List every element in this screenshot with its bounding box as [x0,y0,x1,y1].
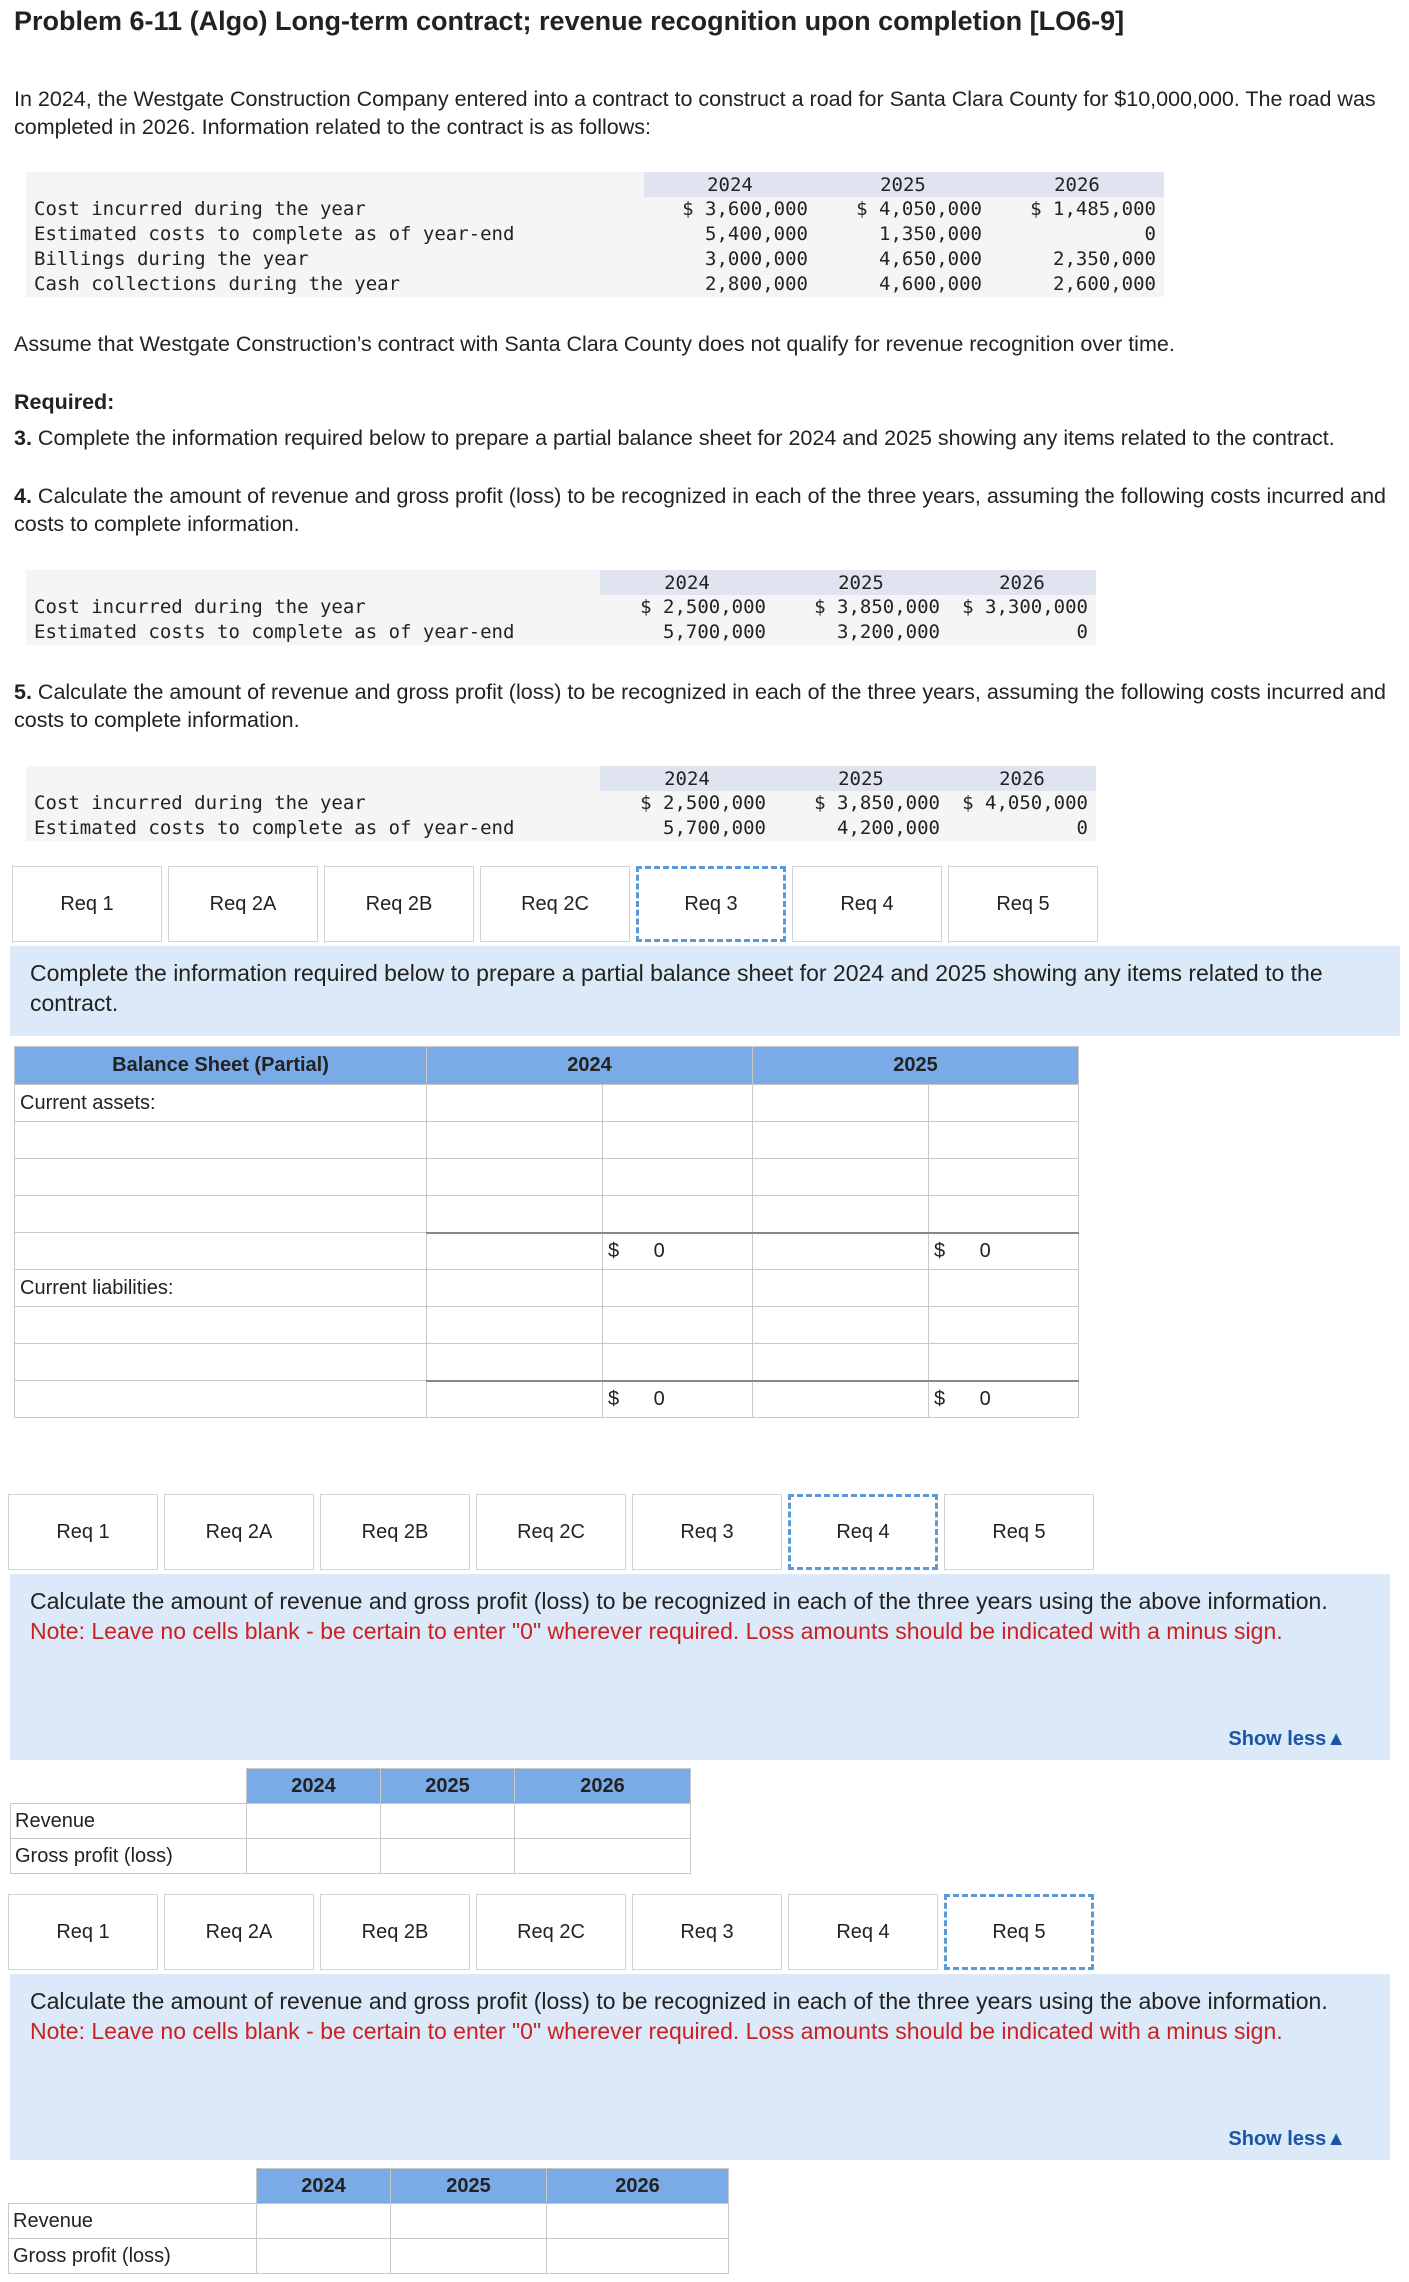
year-header: 2026 [948,570,1096,595]
liability-label-input[interactable] [15,1344,427,1381]
input-cell[interactable] [753,1270,929,1307]
asset-label-input[interactable] [15,1196,427,1233]
dollar-sign: $ [934,1239,946,1262]
input-cell[interactable] [427,1085,603,1122]
req4-data-table [26,570,1096,645]
assets-total-2024 [603,1233,753,1270]
req4-instruction: Calculate the amount of revenue and gross profit (loss) to be recognized in each of the three years using the above information. [30,1588,1328,1614]
input-cell[interactable] [427,1381,603,1418]
req4-description: Calculate the amount of revenue and gross profit (loss) to be recognized in each of the three years, assuming the following costs incurred and costs to complete information. [14,484,1386,536]
input-cell[interactable] [753,1196,929,1233]
row-label: Estimated costs to complete as of year-end [26,620,600,645]
input-cell[interactable] [381,1804,515,1839]
cell-value: 1,350,000 [816,222,990,247]
assets-total-2025 [929,1233,1079,1270]
year-header: 2025 [816,172,990,197]
tab-req-2b[interactable]: Req 2B [320,1494,470,1570]
row-label: Cash collections during the year [26,272,644,297]
cell-value: $ 4,050,000 [816,197,990,222]
input-cell[interactable] [257,2239,391,2274]
year-header: 2026 [515,1769,691,1804]
year-header: 2024 [257,2169,391,2204]
req4-revenue-table [10,1768,691,1874]
year-header: 2026 [948,766,1096,791]
input-cell[interactable] [247,1804,381,1839]
tab-req-2b[interactable]: Req 2B [324,866,474,942]
year-header: 2025 [381,1769,515,1804]
req5-instruction: Calculate the amount of revenue and gross profit (loss) to be recognized in each of the three years using the above information. [30,1988,1328,2014]
required-heading: Required: [14,390,115,414]
input-cell[interactable] [753,1159,929,1196]
input-cell[interactable] [753,1381,929,1418]
input-cell[interactable] [603,1085,753,1122]
tab-req-2a[interactable]: Req 2A [164,1894,314,1970]
cell-value: 5,700,000 [600,620,774,645]
current-assets-label: Current assets: [15,1085,427,1122]
requirement-tabs [8,1494,1100,1572]
cell-value: $ 2,500,000 [600,595,774,620]
year-header: 2025 [391,2169,547,2204]
year-header: 2024 [644,172,816,197]
tab-req-4[interactable]: Req 4 [792,866,942,942]
year-header: 2026 [990,172,1164,197]
input-cell[interactable] [753,1344,929,1381]
cell-value: $ 1,485,000 [990,197,1164,222]
req4-note: Note: Leave no cells blank - be certain to enter "0" wherever required. Loss amounts should be indicated with a minus sign. [30,1618,1283,1644]
input-cell[interactable] [381,1839,515,1874]
input-cell[interactable] [391,2239,547,2274]
req3-text [14,424,1399,452]
cell-value: 3,000,000 [644,247,816,272]
tab-req-4[interactable]: Req 4 [788,1894,938,1970]
liability-label-input[interactable] [15,1307,427,1344]
show-less-link[interactable]: Show less▲ [1228,1728,1346,1750]
input-cell[interactable] [427,1344,603,1381]
input-cell[interactable] [257,2204,391,2239]
empty-header [11,1769,247,1804]
req3-description: Complete the information required below to prepare a partial balance sheet for 2024 and 2025 showing any items related to the contract. [31,426,1335,450]
tab-req-2a[interactable]: Req 2A [164,1494,314,1570]
tab-req-2c[interactable]: Req 2C [480,866,630,942]
revenue-label: Revenue [9,2204,257,2239]
asset-label-input[interactable] [15,1122,427,1159]
input-cell[interactable] [603,1159,753,1196]
input-cell[interactable] [427,1233,603,1270]
cell-value: 5,700,000 [600,816,774,841]
requirement-tabs [12,866,1104,944]
input-cell[interactable] [427,1307,603,1344]
cell-value: 0 [948,620,1096,645]
cell-value: 2,600,000 [990,272,1164,297]
req3-number: 3. [14,426,32,450]
row-label: Billings during the year [26,247,644,272]
tab-req-5[interactable]: Req 5 [944,1894,1094,1970]
cell-value: $ 3,600,000 [644,197,816,222]
gross-profit-label: Gross profit (loss) [9,2239,257,2274]
input-cell[interactable] [515,1804,691,1839]
input-cell[interactable] [247,1839,381,1874]
requirement-tabs [8,1894,1100,1972]
cell-value: 5,400,000 [644,222,816,247]
req4-text [14,482,1399,538]
input-cell[interactable] [929,1122,1079,1159]
total-row-label [15,1233,427,1270]
dollar-sign: $ [608,1387,620,1410]
balance-sheet-header: Balance Sheet (Partial) [15,1047,427,1085]
req5-number: 5. [14,680,32,704]
req4-number: 4. [14,484,32,508]
input-cell[interactable] [603,1122,753,1159]
intro-text: In 2024, the Westgate Construction Company entered into a contract to construct a road for Santa Clara County for $10,000,000. The road was completed in 2026. Information related to the contract is as follows: [14,87,1376,139]
dollar-sign: $ [934,1387,946,1410]
cell-value: 4,200,000 [774,816,948,841]
year-header: 2024 [600,570,774,595]
total-value: 0 [979,1387,991,1410]
cell-value: 4,650,000 [816,247,990,272]
year-header: 2024 [247,1769,381,1804]
input-cell[interactable] [929,1307,1079,1344]
tab-req-5[interactable]: Req 5 [948,866,1098,942]
cell-value: $ 4,050,000 [948,791,1096,816]
total-value: 0 [653,1387,665,1410]
req3-instruction: Complete the information required below to prepare a partial balance sheet for 2024 and 2025 showing any items related to the contract. [10,946,1400,1036]
year-header: 2025 [774,570,948,595]
liabilities-total-2024 [603,1381,753,1418]
req5-description: Calculate the amount of revenue and gross profit (loss) to be recognized in each of the three years, assuming the following costs incurred and costs to complete information. [14,680,1386,732]
row-label: Cost incurred during the year [26,791,600,816]
input-cell[interactable] [929,1270,1079,1307]
req5-instruction-panel [10,1974,1390,2160]
input-cell[interactable] [753,1085,929,1122]
row-label: Cost incurred during the year [26,197,644,222]
input-cell[interactable] [391,2204,547,2239]
input-cell[interactable] [547,2239,729,2274]
tab-req-1[interactable]: Req 1 [8,1894,158,1970]
total-value: 0 [979,1239,991,1262]
input-cell[interactable] [753,1307,929,1344]
req4-instruction-panel [10,1574,1390,1760]
input-cell[interactable] [547,2204,729,2239]
tab-req-3[interactable]: Req 3 [636,866,786,942]
year-header: 2024 [427,1047,753,1085]
cell-value: $ 3,850,000 [774,595,948,620]
input-cell[interactable] [603,1344,753,1381]
gross-profit-label: Gross profit (loss) [11,1839,247,1874]
input-cell[interactable] [427,1270,603,1307]
input-cell[interactable] [427,1196,603,1233]
input-cell[interactable] [929,1159,1079,1196]
cell-value: $ 3,300,000 [948,595,1096,620]
year-header: 2025 [753,1047,1079,1085]
contract-data-table [26,172,1164,297]
year-header: 2026 [547,2169,729,2204]
dollar-sign: $ [608,1239,620,1262]
input-cell[interactable] [427,1159,603,1196]
year-header: 2025 [774,766,948,791]
empty-header [9,2169,257,2204]
input-cell[interactable] [603,1270,753,1307]
input-cell[interactable] [753,1122,929,1159]
asset-label-input[interactable] [15,1159,427,1196]
input-cell[interactable] [929,1196,1079,1233]
input-cell[interactable] [427,1122,603,1159]
show-less-link[interactable]: Show less▲ [1228,2128,1346,2150]
revenue-label: Revenue [11,1804,247,1839]
input-cell[interactable] [929,1344,1079,1381]
current-liabilities-label: Current liabilities: [15,1270,427,1307]
input-cell[interactable] [929,1085,1079,1122]
cell-value: 4,600,000 [816,272,990,297]
cell-value: 2,350,000 [990,247,1164,272]
assumption-text: Assume that Westgate Construction’s contract with Santa Clara County does not qualify for revenue recognition over time. [14,332,1175,356]
cell-value: 0 [948,816,1096,841]
total-value: 0 [653,1239,665,1262]
row-label: Estimated costs to complete as of year-end [26,222,644,247]
tab-req-2c[interactable]: Req 2C [476,1494,626,1570]
row-label: Cost incurred during the year [26,595,600,620]
tab-req-3[interactable]: Req 3 [632,1494,782,1570]
tab-req-2a[interactable]: Req 2A [168,866,318,942]
cell-value: 3,200,000 [774,620,948,645]
balance-sheet-table [14,1046,1079,1418]
tab-req-2c[interactable]: Req 2C [476,1894,626,1970]
row-label: Estimated costs to complete as of year-end [26,816,600,841]
input-cell[interactable] [603,1196,753,1233]
liabilities-total-2025 [929,1381,1079,1418]
cell-value: $ 3,850,000 [774,791,948,816]
req5-note: Note: Leave no cells blank - be certain to enter "0" wherever required. Loss amounts should be indicated with a minus sign. [30,2018,1283,2044]
problem-title: Problem 6-11 (Algo) Long-term contract; revenue recognition upon completion [LO6-9] [14,6,1125,36]
tab-req-4[interactable]: Req 4 [788,1494,938,1570]
tab-req-1[interactable]: Req 1 [8,1494,158,1570]
tab-req-5[interactable]: Req 5 [944,1494,1094,1570]
tab-req-2b[interactable]: Req 2B [320,1894,470,1970]
cell-value: 2,800,000 [644,272,816,297]
req5-text [14,678,1399,734]
cell-value: 0 [990,222,1164,247]
input-cell[interactable] [515,1839,691,1874]
year-header: 2024 [600,766,774,791]
tab-req-3[interactable]: Req 3 [632,1894,782,1970]
total-row-label [15,1381,427,1418]
input-cell[interactable] [753,1233,929,1270]
cell-value: $ 2,500,000 [600,791,774,816]
tab-req-1[interactable]: Req 1 [12,866,162,942]
input-cell[interactable] [603,1307,753,1344]
req5-revenue-table [8,2168,729,2274]
req5-data-table [26,766,1096,841]
